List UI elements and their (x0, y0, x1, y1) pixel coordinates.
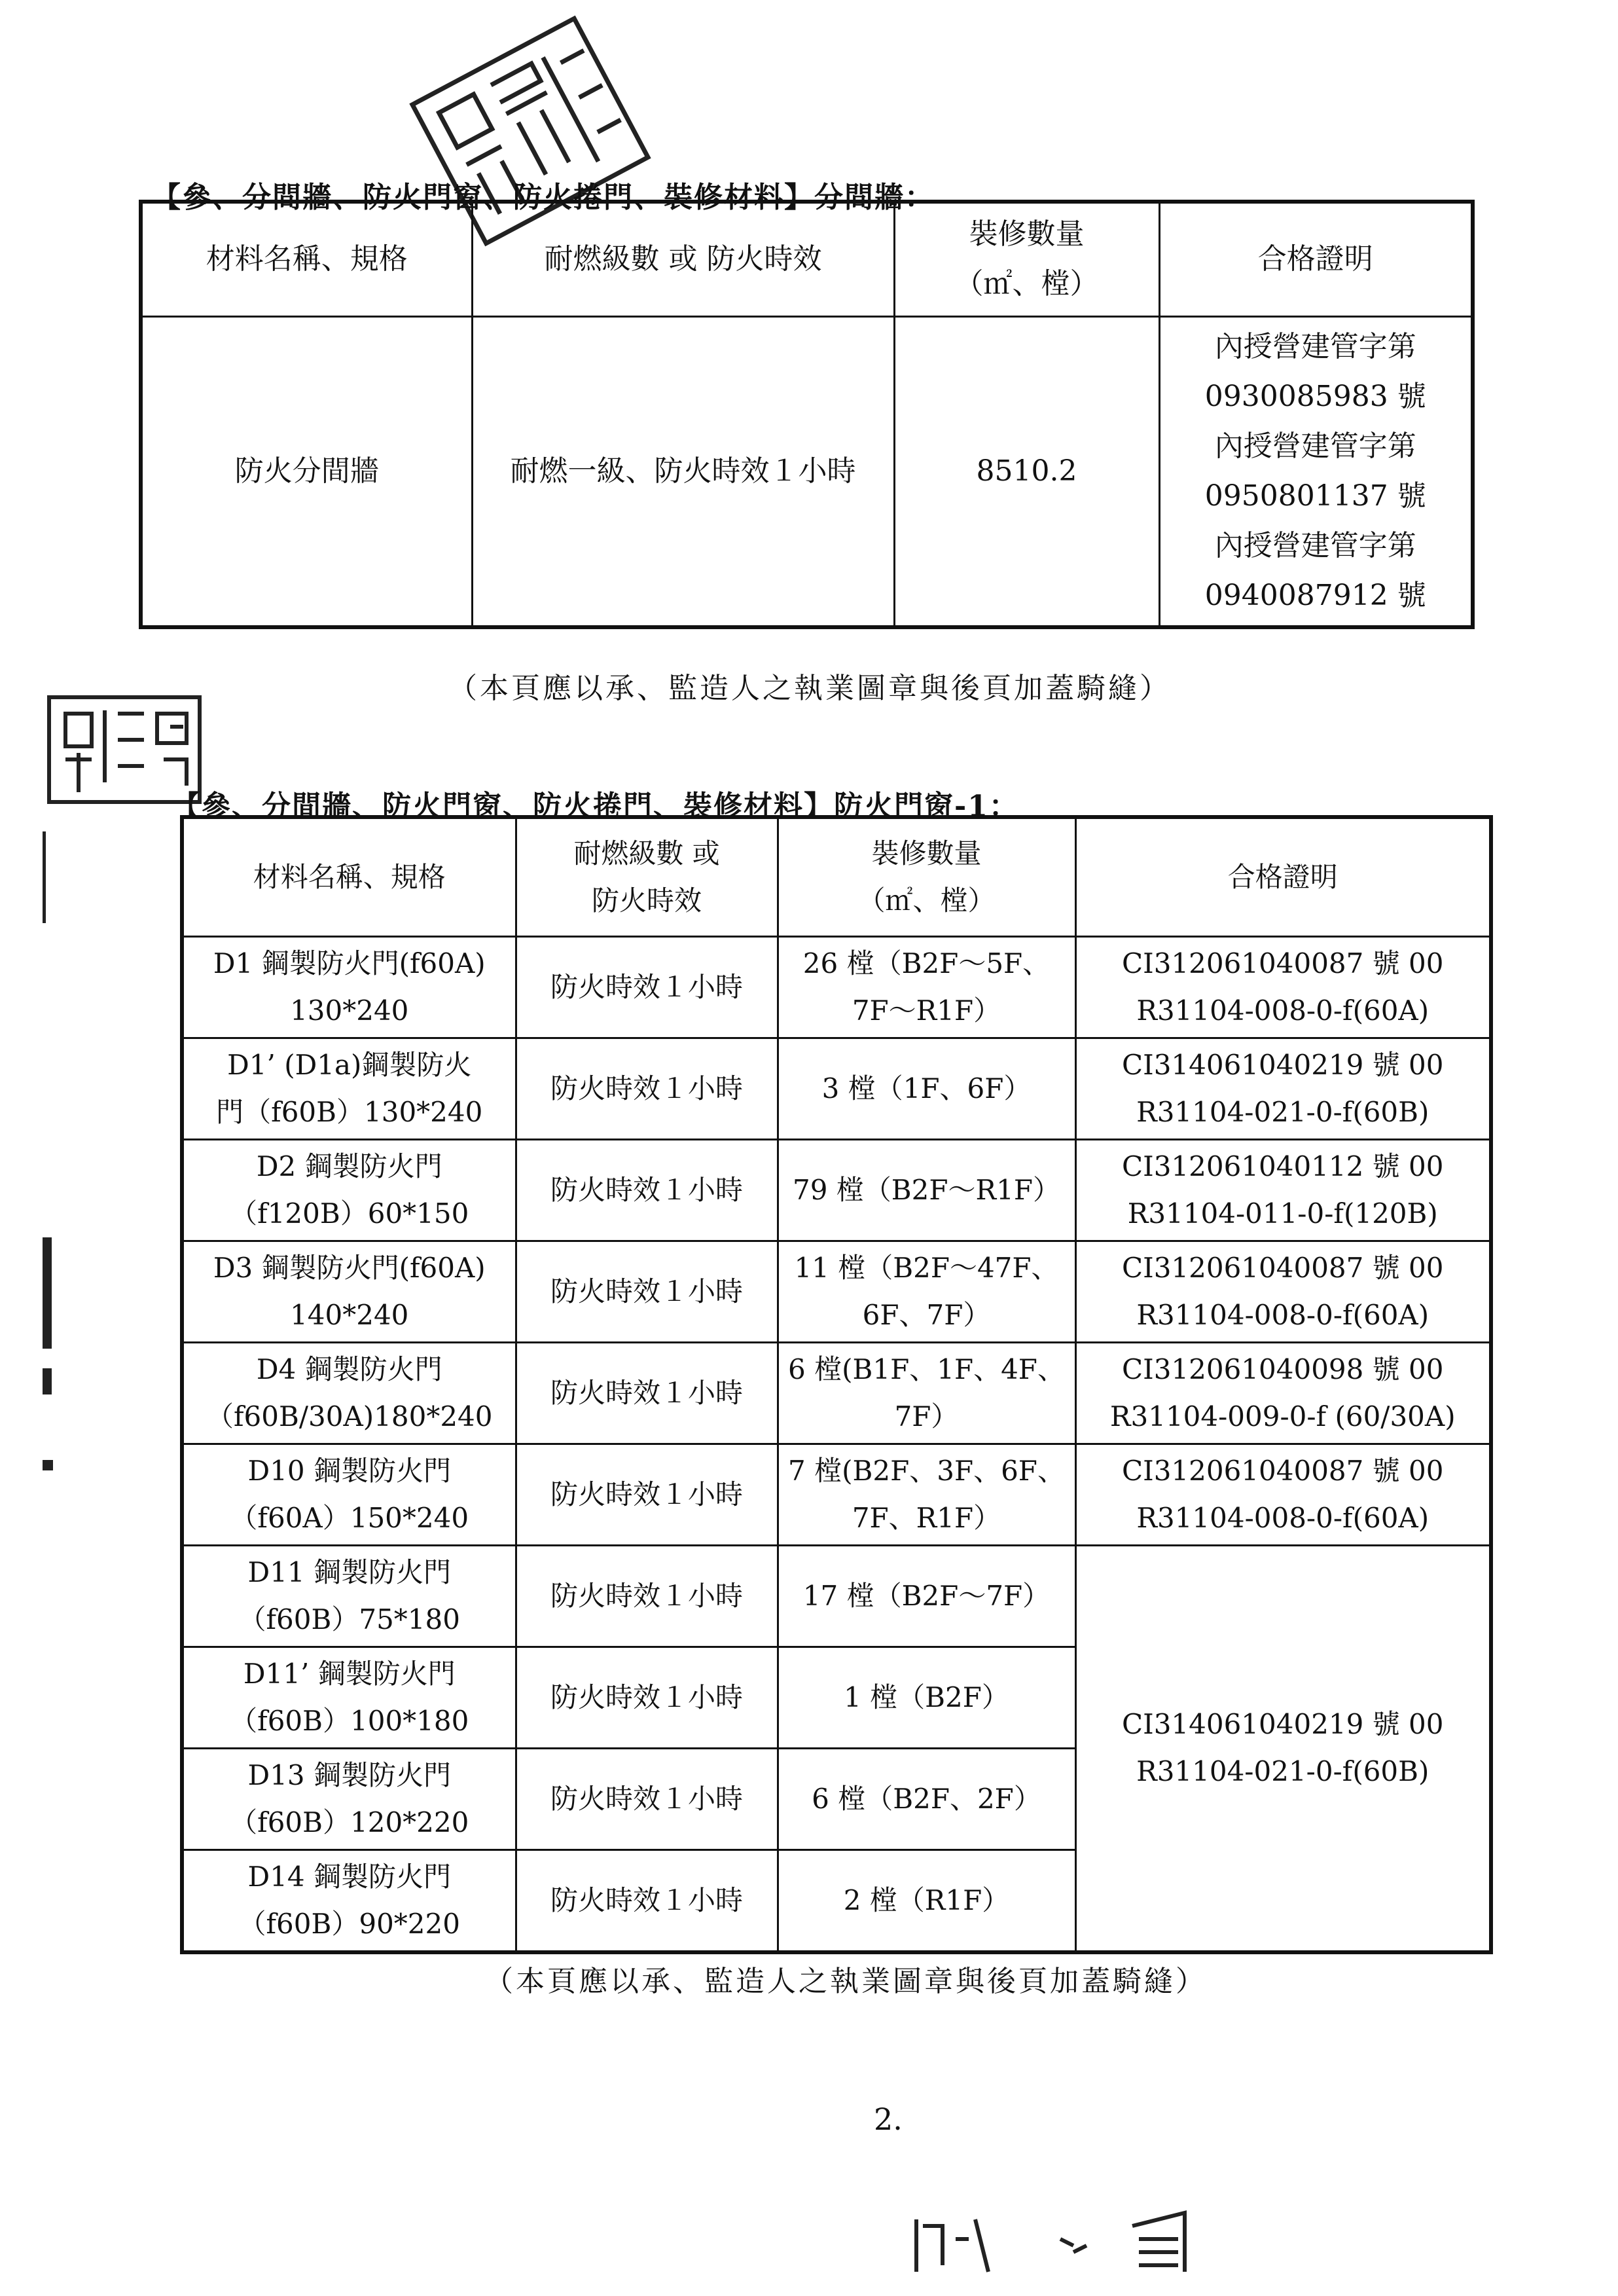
cell-material-name (182, 936, 516, 1038)
qty-line: 6 樘(B1F、1F、4F、 (788, 1353, 1065, 1385)
qty-line: 7F、R1F） (852, 1501, 1001, 1534)
name-line: D2 鋼製防火門 (256, 1150, 442, 1182)
cell-material-name (182, 1748, 516, 1850)
cell-rating: 防火時效１小時 (516, 1241, 778, 1342)
header-certificate: 合格證明 (1159, 202, 1473, 316)
cell-rating: 防火時效１小時 (516, 1342, 778, 1444)
cert-line: 內授營建管字第 (1214, 528, 1416, 562)
cert-line: R31104-008-0-f(60A) (1136, 1298, 1429, 1331)
cell-rating: 防火時效１小時 (516, 1748, 778, 1850)
name-line: D3 鋼製防火門(f60A) (213, 1251, 486, 1284)
name-line: D4 鋼製防火門 (256, 1353, 442, 1385)
cert-line: CI312061040087 號 00 (1121, 1251, 1444, 1284)
table-row (182, 1038, 1491, 1139)
cell-quantity (778, 1444, 1075, 1545)
cell-quantity (778, 1241, 1075, 1342)
table-row (141, 316, 1473, 627)
cert-line: CI314061040219 號 00 (1121, 1048, 1444, 1081)
cell-material-name (182, 1038, 516, 1139)
header-rating (516, 817, 778, 936)
name-line: （f60B/30A)180*240 (206, 1400, 493, 1432)
cell-rating: 防火時效１小時 (516, 1139, 778, 1241)
cert-line: R31104-008-0-f(60A) (1136, 1501, 1429, 1534)
table-header-row (182, 817, 1491, 936)
name-line: 140*240 (290, 1298, 409, 1331)
cell-material-name (182, 1342, 516, 1444)
cert-line: R31104-011-0-f(120B) (1127, 1197, 1438, 1230)
cell-quantity: 2 樘（R1F） (778, 1850, 1075, 1952)
cert-line: 0940087912 號 (1204, 578, 1426, 612)
cert-line: R31104-009-0-f (60/30A) (1109, 1400, 1456, 1432)
cell-quantity: 1 樘（B2F） (778, 1647, 1075, 1748)
margin-marks (43, 831, 62, 1748)
cell-material-name (182, 1545, 516, 1647)
name-line: D10 鋼製防火門 (247, 1454, 451, 1487)
cell-rating: 耐燃一級、防火時效１小時 (472, 316, 894, 627)
cert-line: R31104-021-0-f(60B) (1136, 1095, 1429, 1128)
header-certificate: 合格證明 (1075, 817, 1491, 936)
qty-line: 26 樘（B2F～5F、 (802, 947, 1051, 979)
name-line: D1’ (D1a)鋼製防火 (227, 1048, 472, 1081)
header-material-name: 材料名稱、規格 (141, 202, 472, 316)
cell-quantity: 3 樘（1F、6F） (778, 1038, 1075, 1139)
cell-material-name (182, 1139, 516, 1241)
name-line: D1 鋼製防火門(f60A) (213, 947, 486, 979)
cell-quantity: 17 樘（B2F～7F） (778, 1545, 1075, 1647)
cell-material-name: 防火分間牆 (141, 316, 472, 627)
cell-certificate (1075, 1444, 1491, 1545)
cell-material-name (182, 1647, 516, 1748)
header-quantity-line1: 裝修數量 (969, 217, 1085, 251)
qty-line: 7 樘(B2F、3F、6F、 (788, 1454, 1065, 1487)
name-line: 130*240 (290, 994, 409, 1027)
name-line: （f60B）90*220 (238, 1907, 460, 1940)
section-2-title: 【參、分間牆、防火門窗、防火捲門、裝修材料】防火門窗-1： (171, 790, 1019, 823)
table-row (182, 1139, 1491, 1241)
partition-wall-table (139, 200, 1475, 629)
cell-material-name (182, 1850, 516, 1952)
cert-line: CI312061040087 號 00 (1121, 1454, 1444, 1487)
qty-line: 7F～R1F） (852, 994, 1001, 1027)
cell-certificate (1075, 1342, 1491, 1444)
cell-certificate (1159, 316, 1473, 627)
cell-rating: 防火時效１小時 (516, 1545, 778, 1647)
header-quantity-line1: 裝修數量 (871, 837, 982, 869)
cell-certificate (1075, 1139, 1491, 1241)
cert-line: R31104-008-0-f(60A) (1136, 994, 1429, 1027)
cell-rating: 防火時效１小時 (516, 936, 778, 1038)
header-quantity (894, 202, 1159, 316)
seal-stamp-bottom (903, 2200, 1217, 2285)
table-header-row (141, 202, 1473, 316)
cell-quantity: 8510.2 (894, 316, 1159, 627)
qty-line: 11 樘（B2F～47F、 (794, 1251, 1059, 1284)
page-number: 2. (874, 2102, 903, 2137)
cell-quantity: 6 樘（B2F、2F） (778, 1748, 1075, 1850)
cell-quantity: 79 樘（B2F～R1F） (778, 1139, 1075, 1241)
cell-material-name (182, 1444, 516, 1545)
cert-line: CI312061040098 號 00 (1121, 1353, 1444, 1385)
header-quantity-line2: （㎡、樘） (857, 884, 996, 917)
table-row (182, 936, 1491, 1038)
name-line: D14 鋼製防火門 (247, 1860, 451, 1893)
header-material-name: 材料名稱、規格 (182, 817, 516, 936)
qty-line: 6F、7F） (862, 1298, 991, 1331)
cell-quantity (778, 936, 1075, 1038)
cert-line: R31104-021-0-f(60B) (1136, 1755, 1429, 1787)
qty-line: 7F） (894, 1400, 959, 1432)
cert-line: CI312061040112 號 00 (1121, 1150, 1444, 1182)
cell-rating: 防火時效１小時 (516, 1850, 778, 1952)
table-row (182, 1241, 1491, 1342)
header-quantity-line2: （㎡、樘） (954, 267, 1099, 301)
table-row (182, 1444, 1491, 1545)
header-rating: 耐燃級數 或 防火時效 (472, 202, 894, 316)
cell-rating: 防火時效１小時 (516, 1038, 778, 1139)
cert-line: 0950801137 號 (1204, 479, 1426, 513)
section-1-title: 【參、分間牆、防火門窗、防火捲門、裝修材料】分間牆： (152, 181, 935, 214)
cert-line: 0930085983 號 (1204, 379, 1426, 413)
name-line: （f60B）100*180 (230, 1704, 469, 1737)
name-line: （f60B）120*220 (230, 1806, 469, 1838)
name-line: D11 鋼製防火門 (247, 1556, 451, 1588)
name-line: （f120B）60*150 (230, 1197, 469, 1230)
header-rating-line2: 防火時效 (591, 884, 702, 917)
name-line: D13 鋼製防火門 (247, 1758, 451, 1791)
name-line: D11’ 鋼製防火門 (243, 1657, 456, 1690)
cert-line: 內授營建管字第 (1214, 429, 1416, 463)
name-line: （f60A）150*240 (230, 1501, 469, 1534)
name-line: 門（f60B）130*240 (216, 1095, 483, 1128)
table-row (182, 1342, 1491, 1444)
table-row (182, 1545, 1491, 1647)
cell-rating: 防火時效１小時 (516, 1647, 778, 1748)
section-1-note: （本頁應以承、監造人之執業圖章與後頁加蓋騎縫） (448, 672, 1171, 705)
section-2-note: （本頁應以承、監造人之執業圖章與後頁加蓋騎縫） (484, 1965, 1207, 1998)
cell-certificate (1075, 936, 1491, 1038)
cell-rating: 防火時效１小時 (516, 1444, 778, 1545)
cert-line: CI314061040219 號 00 (1121, 1708, 1444, 1740)
cell-quantity (778, 1342, 1075, 1444)
header-quantity (778, 817, 1075, 936)
cell-certificate (1075, 1038, 1491, 1139)
cell-certificate (1075, 1241, 1491, 1342)
name-line: （f60B）75*180 (238, 1603, 460, 1635)
fire-door-table (180, 815, 1493, 1954)
cert-line: 內授營建管字第 (1214, 329, 1416, 363)
header-rating-line1: 耐燃級數 或 (573, 837, 720, 869)
cell-material-name (182, 1241, 516, 1342)
cert-line: CI312061040087 號 00 (1121, 947, 1444, 979)
cell-certificate-merged (1075, 1545, 1491, 1952)
